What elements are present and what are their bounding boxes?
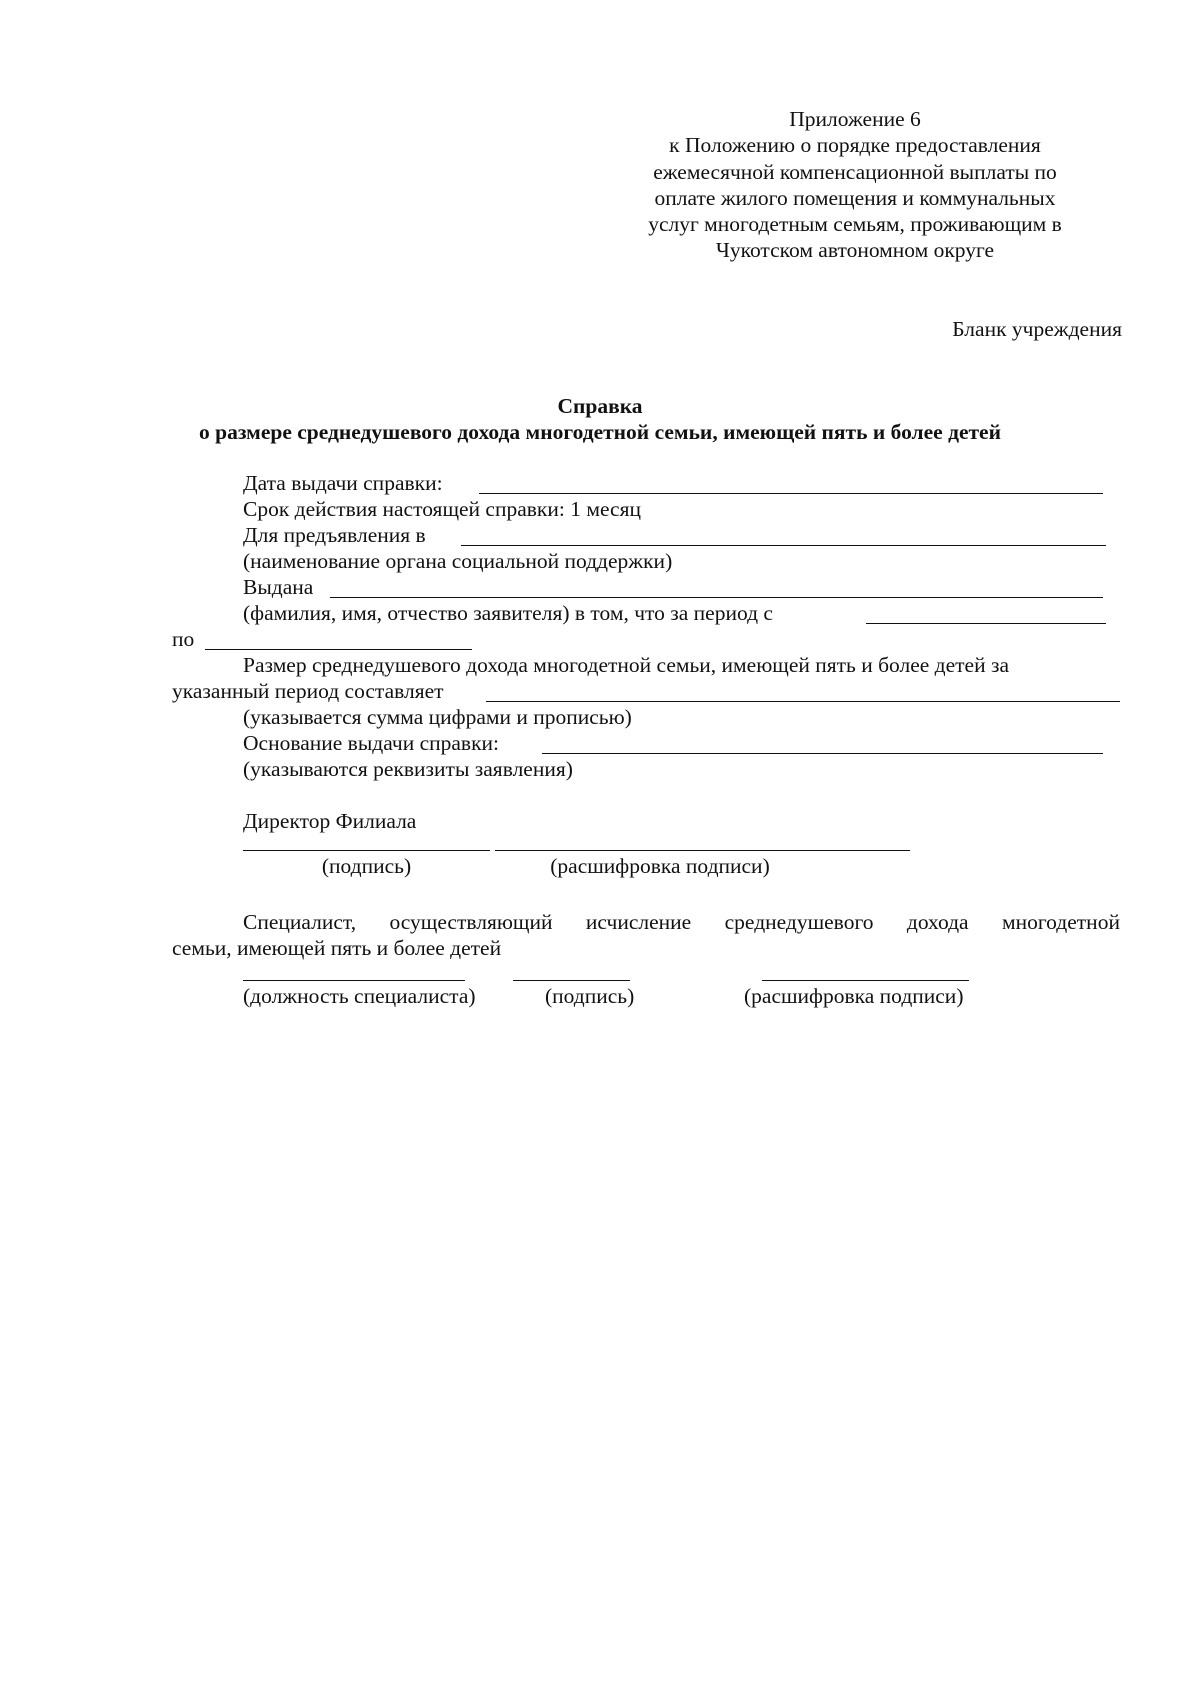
specialist-text-line1: [243, 909, 1120, 935]
specialist-text-line2: семьи, имеющей пять и более детей: [172, 936, 502, 960]
annex-line: оплате жилого помещения и коммунальных: [654, 185, 1056, 210]
annex-block: [630, 106, 1080, 264]
specialist-position-field[interactable]: [243, 980, 465, 981]
income-hint: (указывается сумма цифрами и прописью): [243, 705, 632, 729]
issued-to-field[interactable]: [330, 597, 1103, 598]
present-to-hint: (наименование органа социальной поддержки): [243, 549, 673, 573]
document-title: Справка: [557, 394, 643, 418]
letterhead-label: Бланк учреждения: [952, 317, 1122, 341]
income-text-line2: указанный период составляет: [172, 679, 444, 703]
income-text-line1: Размер среднедушевого дохода многодетной семьи, имеющей пять и более детей за: [243, 653, 1010, 677]
income-amount-field[interactable]: [486, 701, 1120, 702]
basis-label: Основание выдачи справки:: [243, 731, 499, 755]
issue-date-label: Дата выдачи справки:: [243, 471, 443, 495]
issued-to-hint: (фамилия, имя, отчество заявителя) в том, что за период с: [243, 601, 773, 625]
annex-line: к Положению о порядке предоставления: [669, 133, 1041, 158]
basis-hint: (указываются реквизиты заявления): [243, 757, 573, 781]
specialist-word: исчисление: [585, 910, 692, 934]
document-subtitle: о размере среднедушевого дохода многодетной семьи, имеющей пять и более детей: [199, 420, 1001, 444]
annex-line: услуг многодетным семьям, проживающим в: [648, 212, 1062, 237]
annex-line: ежемесячной компенсационной выплаты по: [653, 159, 1057, 184]
period-to-label: по: [172, 627, 195, 651]
specialist-signature-hint: (подпись): [545, 984, 635, 1008]
issued-to-label: Выдана: [243, 575, 314, 599]
specialist-decode-hint: (расшифровка подписи): [744, 984, 964, 1008]
validity-text: Срок действия настоящей справки: 1 месяц: [243, 497, 641, 521]
director-decode-hint: (расшифровка подписи): [550, 854, 770, 878]
annex-line: Чукотском автономном округе: [715, 238, 995, 263]
specialist-word: Специалист,: [243, 910, 357, 934]
specialist-word: дохода: [906, 910, 969, 934]
present-to-label: Для предъявления в: [243, 523, 426, 547]
specialist-word: многодетной: [1002, 910, 1120, 934]
specialist-word: среднедушевого: [724, 910, 874, 934]
issue-date-field[interactable]: [479, 493, 1103, 494]
specialist-signature-field[interactable]: [513, 980, 630, 981]
specialist-decode-field[interactable]: [762, 980, 969, 981]
specialist-position-hint: (должность специалиста): [243, 984, 476, 1008]
director-title: Директор Филиала: [243, 809, 417, 833]
period-from-field[interactable]: [866, 623, 1106, 624]
specialist-word: осуществляющий: [389, 910, 553, 934]
director-signature-hint: (подпись): [321, 854, 412, 878]
basis-field[interactable]: [542, 753, 1103, 754]
present-to-field[interactable]: [461, 545, 1106, 546]
period-to-field[interactable]: [205, 649, 472, 650]
director-signature-field[interactable]: [243, 850, 490, 851]
director-decode-field[interactable]: [495, 850, 910, 851]
annex-line: Приложение 6: [789, 107, 921, 131]
